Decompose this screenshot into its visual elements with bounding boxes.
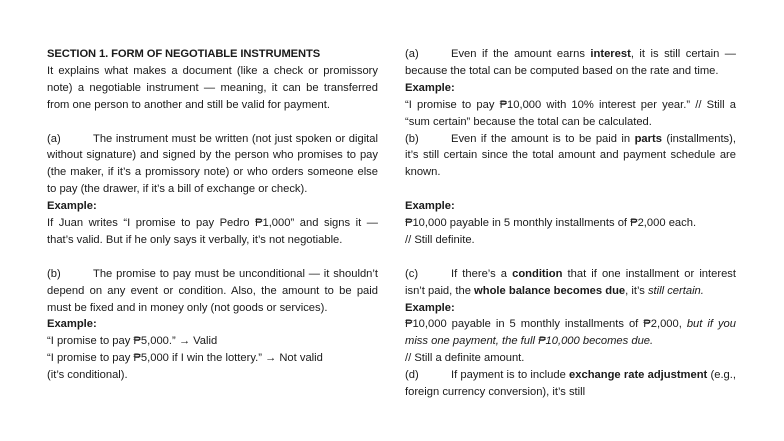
right-item-b-example-2: // Still definite. — [405, 233, 475, 246]
section-title: SECTION 1. FORM OF NEGOTIABLE INSTRUMENTS — [47, 48, 321, 60]
exchange-rate-term: exchange rate adjustment — [569, 369, 708, 382]
right-item-a-example: “I promise to pay ₱10,000 with 10% interest per year.” // Still a “sum certain” because the total can be calculated. — [405, 98, 736, 128]
right-item-c-label: (c) — [405, 267, 419, 280]
item-b-label: (b) — [47, 267, 61, 280]
left-column — [47, 46, 378, 384]
right-item-b-example-1: ₱10,000 payable in 5 monthly installments of ₱2,000 each. — [405, 217, 697, 230]
right-item-a-example-label: Example: — [405, 81, 455, 94]
right-column — [405, 46, 736, 401]
right-item-c-example-label: Example: — [405, 301, 455, 314]
right-item-c-example-2: // Still a definite amount. — [405, 352, 525, 365]
item-b-example-2: “I promise to pay ₱5,000 if I win the lottery.” → Not valid — [47, 352, 323, 365]
item-a-paragraph — [47, 131, 378, 199]
right-item-d-paragraph: (d) If payment is to include exchange rate adjustment (e.g., foreign currency conversion), it’s still — [405, 369, 736, 399]
right-item-d-label: (d) — [405, 369, 419, 382]
item-a-text: The instrument must be written (not just spoken or digital without signature) and signed by the person who promises to pay (the maker, if it’s a promissory note) or who orders someone else to pay (the drawer, if it’s a bill of exchange or check). — [47, 132, 378, 196]
whole-balance-term: whole balance becomes due — [474, 284, 626, 297]
item-b-paragraph — [47, 266, 378, 317]
right-item-b-label: (b) — [405, 132, 419, 145]
right-item-a-paragraph: (a) Even if the amount earns interest, it is still certain — because the total can be computed based on the rate and time. — [405, 48, 736, 77]
interest-term: interest — [590, 48, 631, 60]
right-item-c-example: ₱10,000 payable in 5 monthly installments of ₱2,000, but if you miss one payment, the full ₱10,000 becomes due. — [405, 318, 736, 348]
item-b-example-2-cont: (it’s conditional). — [47, 369, 128, 382]
right-item-b-example-label: Example: — [405, 200, 455, 213]
still-certain-note: still certain. — [647, 284, 704, 297]
item-b-example-1: “I promise to pay ₱5,000.” → Valid — [47, 335, 218, 348]
item-b-example-label: Example: — [47, 318, 97, 331]
parts-term: parts — [634, 132, 662, 145]
item-a-example: If Juan writes “I promise to pay Pedro ₱1,000” and signs it — that’s valid. But if he only says it verbally, it’s not negotiable. — [47, 217, 378, 246]
right-item-b-paragraph: (b) Even if the amount is to be paid in parts (installments), it’s still certain since the total amount and payment schedule are known. — [405, 132, 736, 179]
item-a-label: (a) — [47, 132, 61, 145]
right-item-a-label: (a) — [405, 48, 419, 60]
item-a-example-label: Example: — [47, 200, 97, 213]
right-item-c-paragraph: (c) If there’s a condition that if one installment or interest isn’t paid, the whole balance becomes due, it’s still certain. — [405, 267, 737, 297]
condition-term: condition — [512, 267, 563, 280]
item-b-text: The promise to pay must be unconditional — it shouldn’t depend on any event or condition. Also, the amount to be paid must be fixed and in money only (not goods or services). — [47, 267, 378, 314]
intro-paragraph: It explains what makes a document (like a check or promissory note) a negotiable instrument — meaning, it can be transferred from one person to another and still be valid for payment. — [47, 64, 378, 111]
